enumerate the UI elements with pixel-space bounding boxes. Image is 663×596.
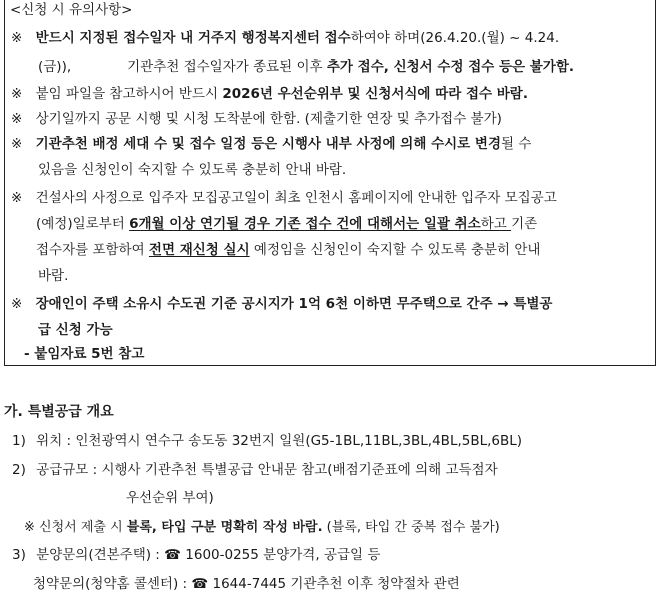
- sale-inquiry: 3) 분양문의(견본주택) : ☎ 1600-0255 분양가격, 공급일 등: [12, 547, 381, 563]
- subscription-inquiry: 청약문의(청약홈 콜센터) : ☎ 1644-7445 기관추천 이후 청약절차 관련: [33, 576, 460, 592]
- supply-scale-item: 2) 공급규모 : 시행사 기관추천 특별공급 안내문 참고(배점기준표에 의해 고득점자: [12, 462, 498, 478]
- phone-icon: ☎: [191, 576, 209, 592]
- notice-item-2: ※ 붙임 파일을 참고하시어 반드시 2026년 우선순위부 및 신청서식에 따라 접수 바람.: [11, 86, 528, 102]
- notice-item-6: ※ 장애인이 주택 소유시 수도권 기준 공시지가 1억 6천 이하면 무주택으로 간주 → 특별공: [11, 296, 553, 312]
- section-title: 가. 특별공급 개요: [4, 404, 114, 420]
- notice-item-5-cont-1: (예정)일로부터 6개월 이상 연기될 경우 기존 접수 건에 대해서는 일괄 취소하고 기존: [36, 216, 538, 232]
- notice-item-4-cont: 있음을 신청인이 숙지할 수 있도록 충분히 안내 바람.: [38, 162, 347, 178]
- location-item: 1) 위치 : 인천광역시 연수구 송도동 32번지 일원(G5-1BL,11BL,3BL,4BL,5BL,6BL): [12, 433, 523, 449]
- reference-mark: ※: [11, 86, 23, 102]
- reference-mark: ※: [11, 296, 23, 312]
- notice-item-4: ※ 기관추천 배정 세대 수 및 접수 일정 등은 시행사 내부 사정에 의해 수시로 변경될 수: [11, 136, 532, 152]
- reference-mark: ※: [11, 190, 23, 206]
- notice-item-5-cont-2: 접수자를 포함하여 전면 재신청 실시 예정임을 신청인이 숙지할 수 있도록 충분히 안내: [36, 242, 541, 258]
- reference-mark: ※: [11, 111, 23, 127]
- notice-item-6-cont: 급 신청 가능: [38, 322, 113, 338]
- notice-item-1-cont: (금)), 기관추천 접수일자가 종료된 이후 추가 접수, 신청서 수정 접수 등은 불가함.: [38, 59, 575, 75]
- reference-mark: ※: [11, 136, 23, 152]
- phone-icon: ☎: [164, 547, 181, 563]
- notice-item-5-cont-3: 바람.: [38, 268, 69, 284]
- supply-scale-cont: 우선순위 부여): [126, 490, 214, 506]
- notice-item-3: ※ 상기일까지 공문 시행 및 시청 도착분에 한함. (제출기한 연장 및 추가접수 불가): [11, 111, 502, 127]
- notice-item-1: ※ 반드시 지정된 접수일자 내 거주지 행정복지센터 접수하여야 하며(26.4.20.(월) ~ 4.24.: [11, 30, 560, 46]
- form-note: ※ 신청서 제출 시 블록, 타입 구분 명확히 작성 바람. (블록, 타입 간 중복 접수 불가): [24, 520, 500, 535]
- attachment-reference: - 붙임자료 5번 참고: [24, 346, 145, 362]
- reference-mark: ※: [11, 30, 23, 46]
- notice-item-5: ※ 건설사의 사정으로 입주자 모집공고일이 최초 인천시 홈페이지에 안내한 입주자 모집공고: [11, 190, 557, 206]
- notice-heading: <신청 시 유의사항>: [10, 2, 133, 18]
